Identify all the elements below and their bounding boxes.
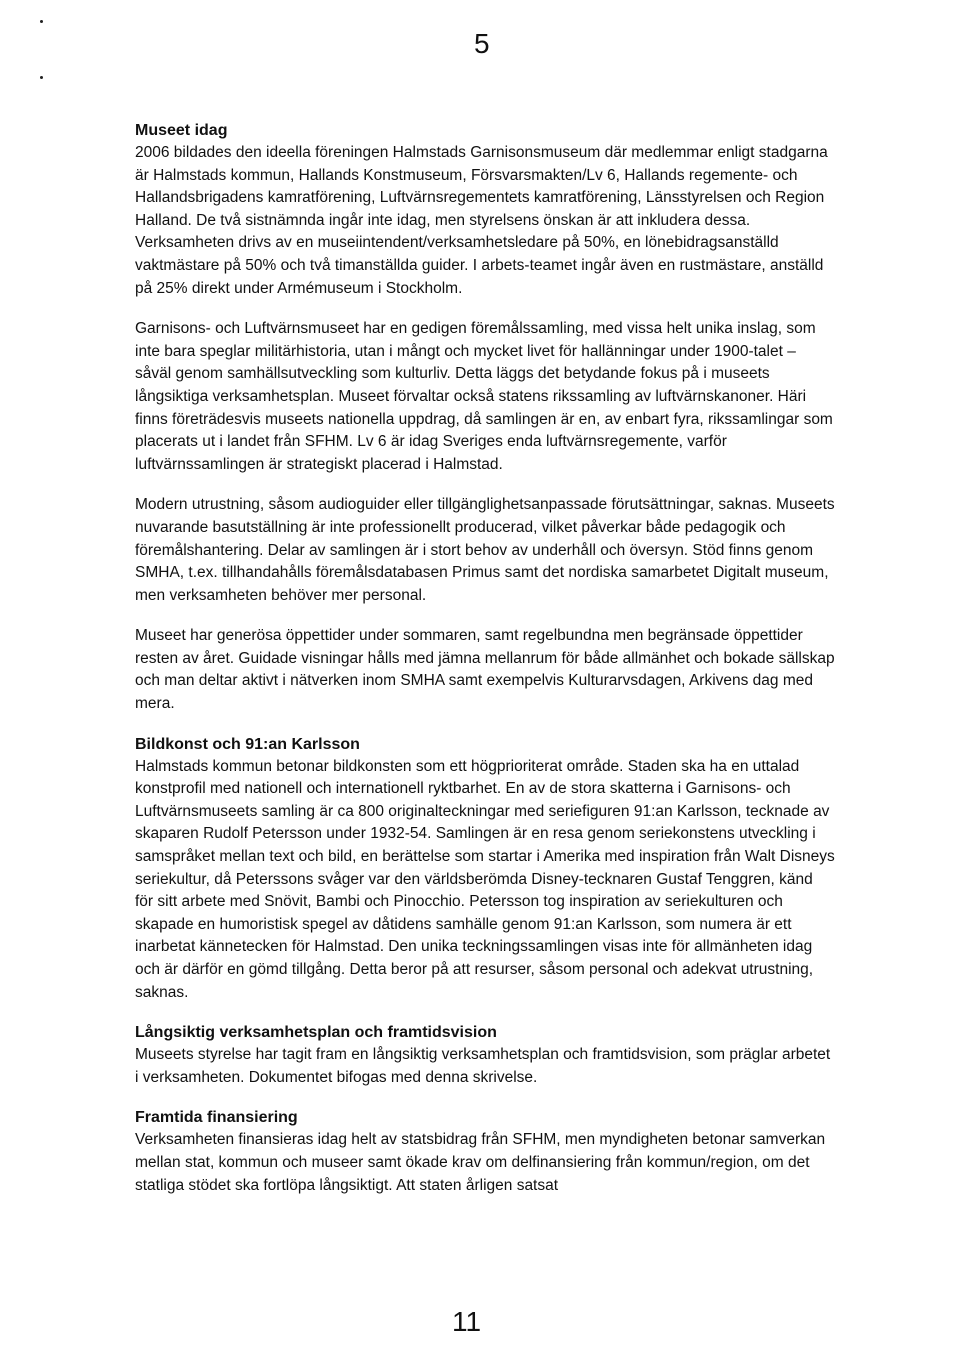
- paragraph: 2006 bildades den ideella föreningen Halmstads Garnisonsmuseum där medlemmar enligt stadgarna är Halmstads kommun, Hallands Konstmuseum, Försvarsmakten/Lv 6, Hallands regemente- och Hallandsbrigadens kamratförening, Luftvärnsregementets kamratförening, Länsstyrelsen och Region Halland. De två sistnämnda ingår inte idag, men styrelsens önskan är att inkludera dessa. Verksamheten drivs av en museiintendent/verksamhetsledare på 50%, en lönebidragsanställd vaktmästare på 50% och två timanställda guider. I arbets-teamet ingår även en rustmästare, anställd på 25% direkt under Armémuseum i Stockholm.: [135, 144, 828, 297]
- page-number-top: 5: [474, 28, 490, 59]
- scan-speck: [40, 20, 43, 23]
- document-body: [135, 120, 835, 1197]
- scan-speck: [40, 76, 43, 79]
- paragraph: Museets styrelse har tagit fram en långsiktig verksamhetsplan och framtidsvision, som präglar arbetet i verksamheten. Dokumentet bifogas med denna skrivelse.: [135, 1046, 831, 1086]
- section-heading: Långsiktig verksamhetsplan och framtidsvision: [135, 1024, 497, 1042]
- paragraph: Modern utrustning, såsom audioguider eller tillgänglighetsanpassade förutsättningar, saknas. Museets nuvarande basutställning är inte professionellt producerad, vilket påverkar både pedagogik och föremålshantering. Delar av samlingen är i stort behov av underhåll och översyn. Stöd finns genom SMHA, t.ex. tillhandahålls föremålsdatabasen Primus samt det nordiska samarbetet Digitalt museum, men verksamheten behöver mer personal.: [135, 496, 835, 604]
- page-number-bottom: 11: [452, 1306, 482, 1337]
- paragraph: Garnisons- och Luftvärnsmuseet har en gedigen föremålssamling, med vissa helt unika inslag, som inte bara speglar militärhistoria, utan i mångt och mycket livet för hallänningar under 1900-talet – såväl genom samhällsutveckling som kulturliv. Detta läggs det betydande fokus på i museets långsiktiga verksamhetsplan. Museet förvaltar också statens rikssamling av luftvärnskanoner. Häri finns företrädesvis museets nationella uppdrag, då samlingen är en, av enbart fyra, rikssamlingar som placerats ut i landet från SFHM. Lv 6 är idag Sveriges enda luftvärnsregemente, varför luftvärnssamlingen är strategiskt placerad i Halmstad.: [135, 320, 833, 473]
- section-heading: Bildkonst och 91:an Karlsson: [135, 735, 360, 753]
- paragraph: Museet har generösa öppettider under sommaren, samt regelbundna men begränsade öppettider resten av året. Guidade visningar hålls med jämna mellanrum för både allmänhet och bokade sällskap och man deltar aktivt i nätverken inom SMHA samt exempelvis Kulturarvsdagen, Arkivens dag med mera.: [135, 627, 835, 713]
- paragraph: Verksamheten finansieras idag helt av statsbidrag från SFHM, men myndigheten betonar samverkan mellan stat, kommun och museer samt ökade krav om delfinansiering från kommun/region, om det statliga stödet ska fortlöpa långsiktigt. Att staten årligen satsat: [135, 1131, 826, 1194]
- section-heading: Framtida finansiering: [135, 1109, 298, 1127]
- section-heading: Museet idag: [135, 122, 228, 139]
- paragraph: Halmstads kommun betonar bildkonsten som ett högprioriterat område. Staden ska ha en uttalad konstprofil med nationell och internationell ryktbarhet. En av de stora skatterna i Garnisons- och Luftvärnsmuseets samling är ca 800 originalteckningar med seriefiguren 91:an Karlsson, tecknade av skaparen Rudolf Petersson under 1932-54. Samlingen är en resa genom seriekonstens utveckling i samspråket mellan text och bild, en berättelse som startar i Amerika med inspiration från Walt Disneys seriekultur, då Peterssons svåger var den världsberömda Disney-tecknaren Gustaf Tenggren, känd för sitt arbete med Snövit, Bambi och Pinocchio. Petersson tog inspiration av seriekulturen och skapade en humoristisk spegel av dåtidens samhälle genom 91:an Karlsson, som numera är ett inarbetat kännetecken för Halmstad. Den unika teckningssamlingen visas inte för allmänheten idag och är därför en gömd tillgång. Detta beror på att resurser, såsom personal och adekvat utrustning, saknas.: [135, 757, 835, 1001]
